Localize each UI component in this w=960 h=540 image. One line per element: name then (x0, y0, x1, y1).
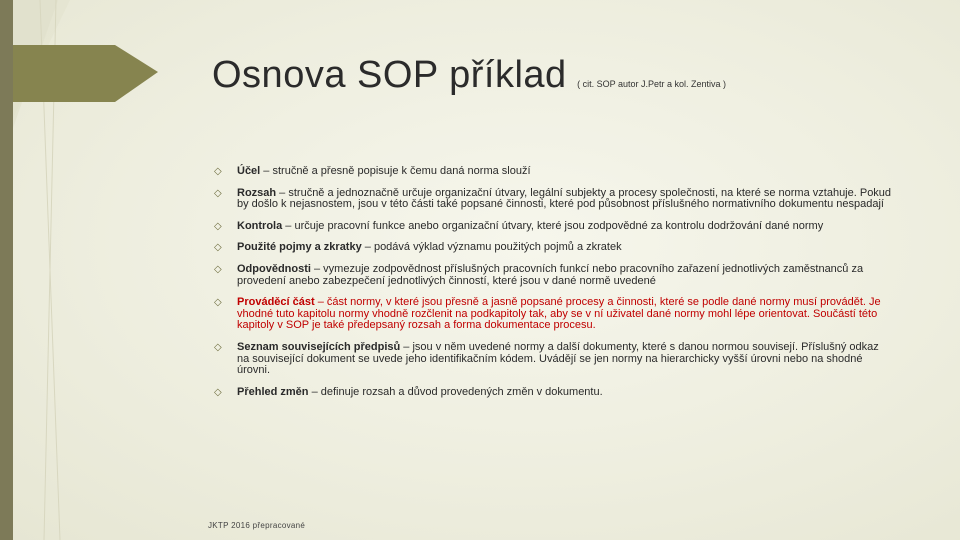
content-list (212, 166, 892, 408)
list-item: ◇ Seznam souvisejících předpisů – jsou v něm uvedené normy a další dokumenty, které s danou normou souvisejí. Příslušný odkaz na související dokument se uvede jeho identifikačním kódem. Uvádějí se jen normy na hierarchicky vyšší úrovni nebo na shodné úrovni. (214, 340, 879, 377)
list-item: ◇ Kontrola – určuje pracovní funkce anebo organizační útvary, které jsou zodpovědné za kontrolu dodržování dané normy (214, 219, 824, 232)
title-citation: ( cit. SOP autor J.Petr a kol. Zentiva ) (577, 79, 727, 89)
footer-note: JKTP 2016 přepracované (208, 521, 306, 530)
diamond-outline-icon: ◇ (214, 220, 222, 232)
list-item-highlighted: ◇ Prováděcí část – část normy, v které jsou přesně a jasně popsané procesy a činnosti, které se podle dané normy musí provádět. Je vhodné tuto kapitolu normy vhodně rozčlenit na podkapitoly tak, aby se v ní uživatel dané normy mohl lépe orientovat. Součástí této kapitoly v SOP je také předepsaný rozsah a forma dokumentace procesu. (214, 296, 881, 332)
diamond-outline-icon: ◇ (214, 187, 222, 199)
list-item: ◇ Účel – stručně a přesně popisuje k čemu daná norma slouží (214, 165, 531, 177)
diamond-outline-icon: ◇ (214, 341, 222, 353)
title-area (212, 54, 726, 97)
list-item: ◇ Odpovědnosti – vymezuje zodpovědnost příslušných pracovních funkcí nebo pracovního zařazení jednotlivých zaměstnanců za provedení anebo zabezpečení jednotlivých činností, které jsou v dané normě uvedené (214, 262, 864, 287)
list-item: ◇ Rozsah – stručně a jednoznačně určuje organizační útvary, legální subjekty a procesy společnosti, na které se norma vztahuje. Pokud by došlo k nejasnostem, jsou v této části také popsané činnosti, které pod působnost příslušného normativního dokumentu nespadají (214, 186, 892, 211)
diamond-outline-icon: ◇ (214, 386, 222, 398)
diamond-outline-icon: ◇ (214, 166, 222, 177)
diamond-outline-icon: ◇ (214, 242, 222, 254)
slide-title: Osnova SOP příklad (212, 54, 567, 96)
list-item: ◇ Použité pojmy a zkratky – podává výklad významu použitých pojmů a zkratek (214, 241, 622, 254)
diamond-outline-icon: ◇ (214, 263, 222, 275)
list-item: ◇ Přehled změn – definuje rozsah a důvod provedených změn v dokumentu. (214, 385, 603, 398)
diamond-outline-icon: ◇ (214, 297, 222, 309)
